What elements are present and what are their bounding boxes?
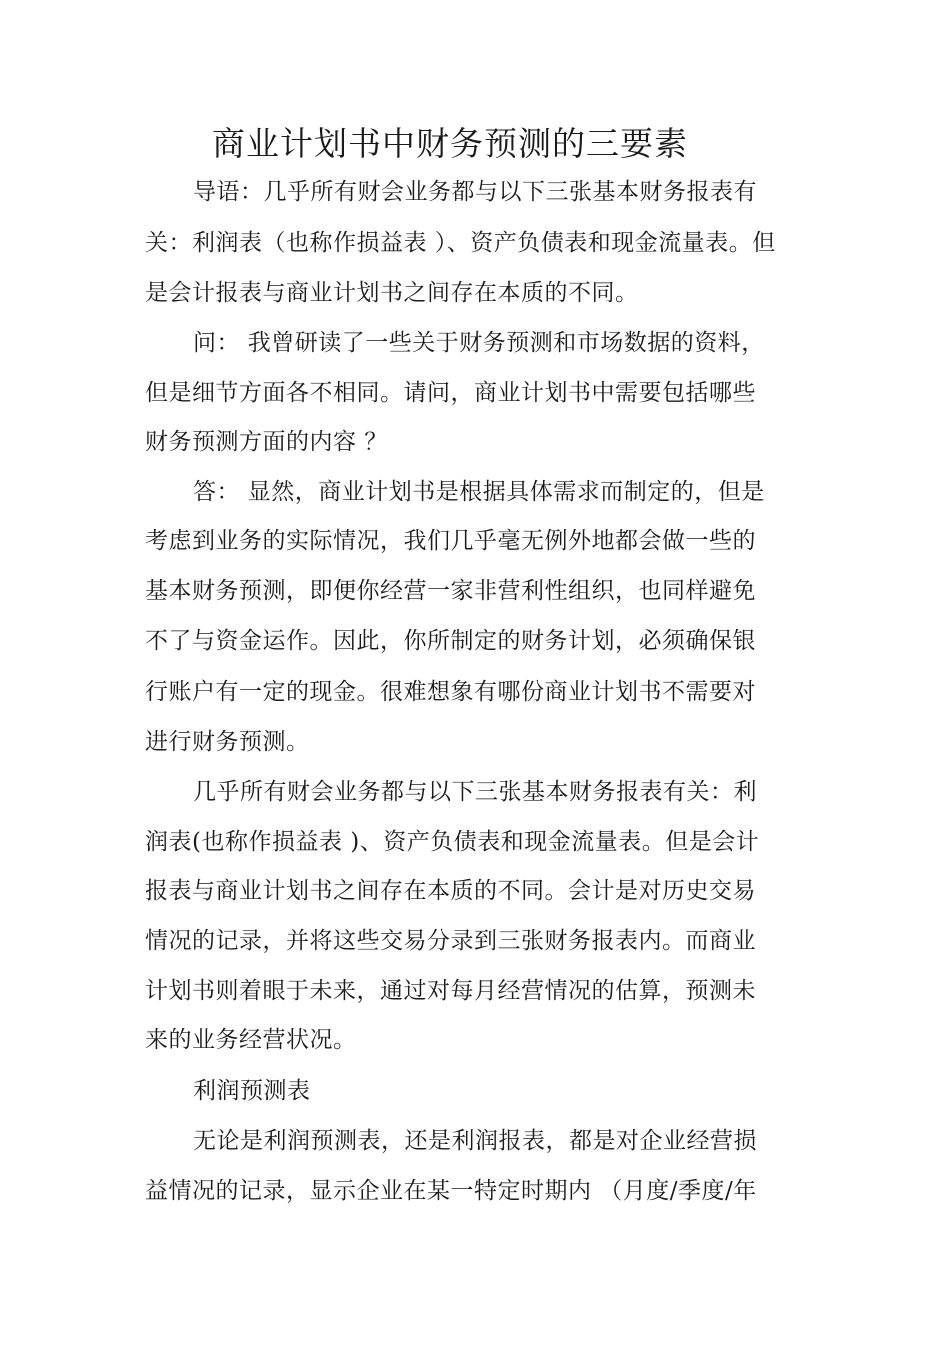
section-heading: 利润预测表	[193, 1078, 311, 1104]
document-title: 商业计划书中财务预测的三要素	[212, 124, 688, 163]
paragraph-line: 来的业务经营状况。	[145, 1027, 357, 1053]
paragraph-line: 行账户有一定的现金。很难想象有哪份商业计划书不需要对	[145, 679, 756, 705]
paragraph-line: 计划书则着眼于未来，通过对每月经营情况的估算，预测未	[145, 978, 756, 1004]
paragraph-line: 考虑到业务的实际情况，我们几乎毫无例外地都会做一些的	[145, 528, 756, 554]
paragraph-line: 但是细节方面各不相同。请问，商业计划书中需要包括哪些	[145, 380, 756, 406]
paragraph-line: 报表与商业计划书之间存在本质的不同。会计是对历史交易	[145, 878, 756, 904]
paragraph-line: 关：利润表（也称作损益表 ）、资产负债表和现金流量表。但	[145, 230, 776, 256]
paragraph-line: 基本财务预测，即便你经营一家非营利性组织，也同样避免	[145, 578, 756, 604]
paragraph-line: 几乎所有财会业务都与以下三张基本财务报表有关：利	[193, 779, 757, 805]
paragraph-line: 答： 显然，商业计划书是根据具体需求而制定的，但是	[193, 479, 765, 505]
paragraph-line: 问： 我曾研读了一些关于财务预测和市场数据的资料，	[193, 330, 765, 356]
paragraph-line: 益情况的记录，显示企业在某一特定时期内 （月度/季度/年	[145, 1178, 757, 1204]
paragraph-line: 是会计报表与商业计划书之间存在本质的不同。	[145, 280, 639, 306]
paragraph-line: 润表(也称作损益表 )、资产负债表和现金流量表。但是会计	[145, 829, 760, 855]
paragraph-line: 进行财务预测。	[145, 729, 310, 755]
paragraph-line: 财务预测方面的内容 ？	[145, 429, 388, 455]
paragraph-line: 无论是利润预测表，还是利润报表，都是对企业经营损	[193, 1128, 757, 1154]
paragraph-line: 不了与资金运作。因此，你所制定的财务计划，必须确保银	[145, 628, 756, 654]
paragraph-line: 导语：几乎所有财会业务都与以下三张基本财务报表有	[193, 179, 757, 205]
paragraph-line: 情况的记录，并将这些交易分录到三张财务报表内。而商业	[145, 928, 756, 954]
